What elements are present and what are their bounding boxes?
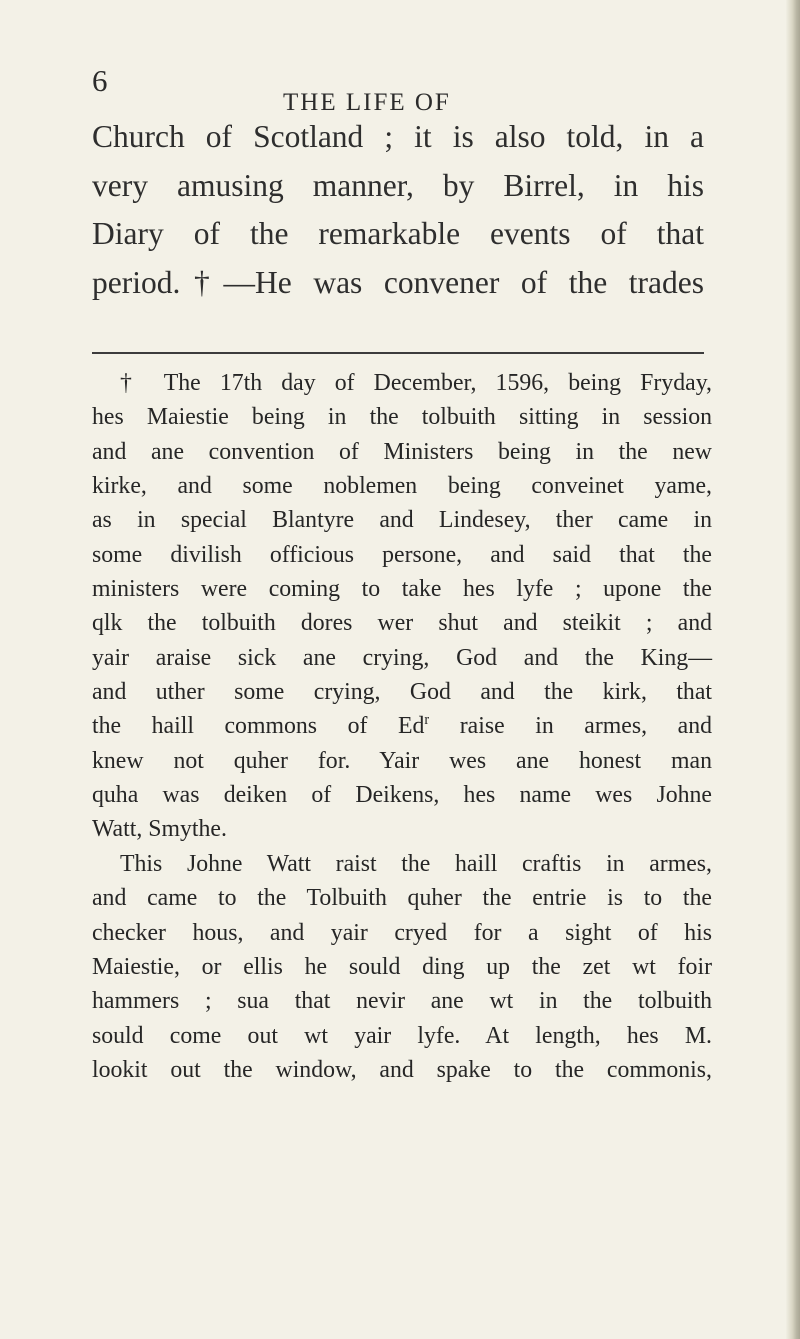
footnote-line-head: the haill commons of Ed bbox=[92, 713, 425, 740]
footnote-line: knew not quher for. Yair wes ane honest man bbox=[92, 747, 712, 774]
footnote-line: † The 17th day of December, 1596, being Fryday, bbox=[120, 370, 712, 396]
footnote-line: qlk the tolbuith dores wer shut and steikit ; and bbox=[92, 610, 712, 637]
footnote-line: some divilish officious persone, and said that the bbox=[92, 541, 712, 568]
footnote-line: lookit out the window, and spake to the commonis, bbox=[92, 1056, 712, 1083]
footnote-block bbox=[92, 366, 712, 1087]
superscript-r: r bbox=[424, 712, 430, 729]
footnote-line: This Johne Watt raist the haill craftis in armes, bbox=[120, 850, 712, 877]
footnote-separator-rule bbox=[92, 352, 704, 354]
footnote-line: Watt, Smythe. bbox=[92, 816, 227, 843]
footnote-line: checker hous, and yair cryed for a sight of his bbox=[92, 919, 712, 946]
footnote-line: and uther some crying, God and the kirk, that bbox=[92, 679, 712, 706]
footnote-line-tail: raise in armes, and bbox=[429, 713, 712, 740]
main-text-block bbox=[92, 113, 704, 307]
page-edge-shadow bbox=[786, 0, 800, 1339]
footnote-line: kirke, and some noblemen being conveinet yame, bbox=[92, 473, 712, 500]
footnote-line: as in special Blantyre and Lindesey, ther came in bbox=[92, 507, 712, 534]
main-text-line: period.†—He was convener of the trades bbox=[92, 264, 704, 300]
footnote-line: and ane convention of Ministers being in the new bbox=[92, 438, 712, 465]
footnote-line: and came to the Tolbuith quher the entrie is to the bbox=[92, 885, 712, 912]
footnote-line: Maiestie, or ellis he sould ding up the zet wt foir bbox=[92, 953, 712, 980]
footnote-line: sould come out wt yair lyfe. At length, hes M. bbox=[92, 1022, 712, 1049]
main-text-line: Church of Scotland ; it is also told, in a bbox=[92, 119, 704, 154]
page-number: 6 bbox=[92, 63, 108, 98]
main-text-line: very amusing manner, by Birrel, in his bbox=[92, 167, 704, 203]
main-text-line: Diary of the remarkable events of that bbox=[92, 216, 704, 251]
footnote-line: hammers ; sua that nevir ane wt in the tolbuith bbox=[92, 988, 712, 1015]
footnote-line: quha was deiken of Deikens, hes name wes Johne bbox=[92, 782, 712, 809]
footnote-line bbox=[92, 709, 712, 743]
running-head: THE LIFE OF bbox=[283, 89, 451, 116]
footnote-line: yair araise sick ane crying, God and the King— bbox=[92, 644, 712, 671]
footnote-line: hes Maiestie being in the tolbuith sitting in session bbox=[92, 404, 712, 431]
footnote-line: ministers were coming to take hes lyfe ; upone the bbox=[92, 576, 712, 603]
